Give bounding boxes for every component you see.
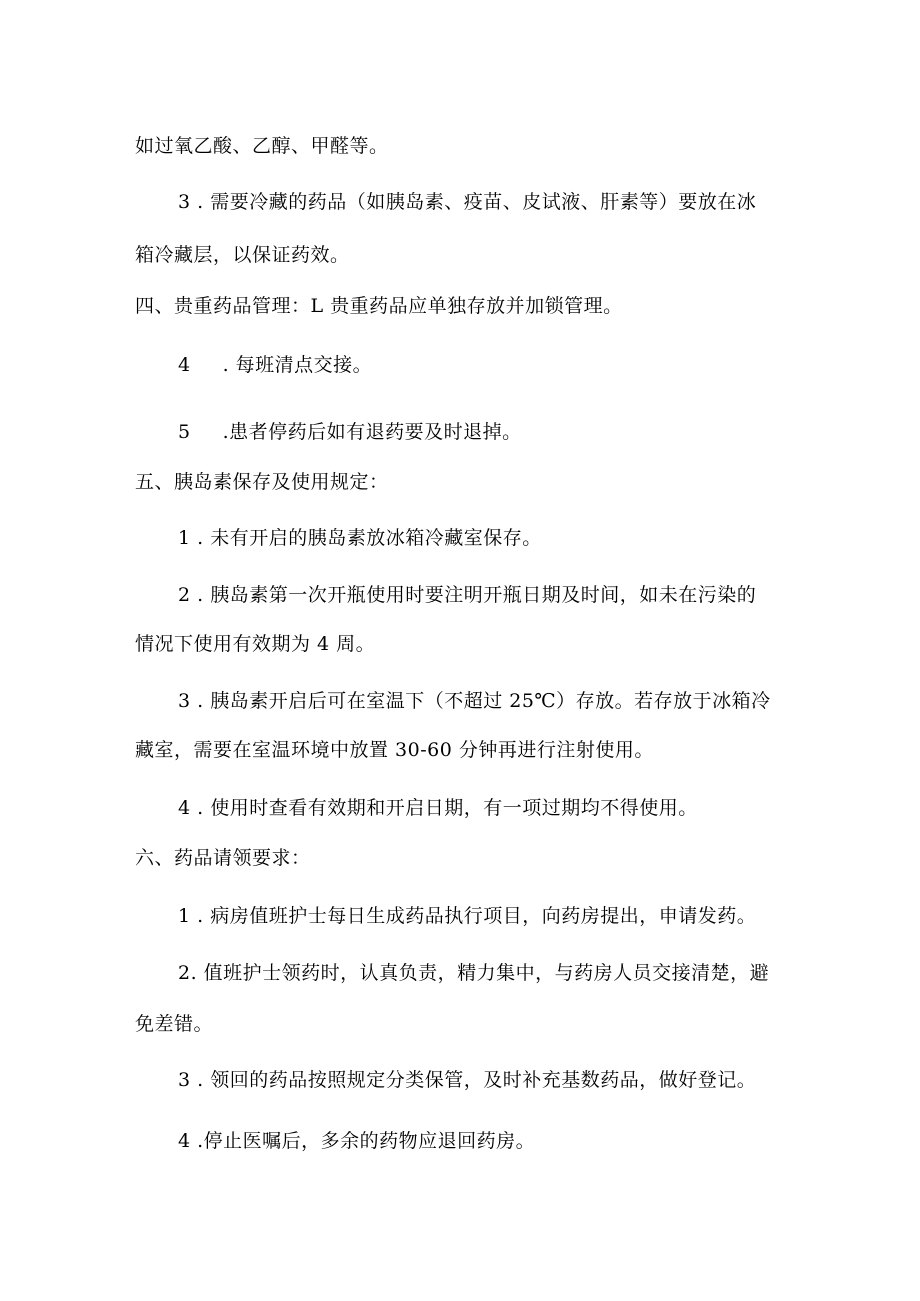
text-line: 3 . 需要冷藏的药品（如胰岛素、疫苗、皮试液、肝素等）要放在冰 [178,191,757,213]
section-heading: 四、贵重药品管理：L 贵重药品应单独存放并加锁管理。 [135,295,623,317]
text-line: 3 . 领回的药品按照规定分类保管，及时补充基数药品，做好登记。 [178,1069,757,1091]
text-line: 1 . 病房值班护士每日生成药品执行项目，向药房提出，申请发药。 [178,905,757,927]
text-line: 2. 值班护士领药时，认真负责，精力集中，与药房人员交接清楚，避 [178,962,770,984]
text-line: 箱冷藏层，以保证药效。 [135,244,350,266]
item-text: . 每班清点交接。 [222,354,373,376]
text-line: 如过氧乙酸、乙醇、甲醛等。 [135,135,389,157]
text-line: 1 . 未有开启的胰岛素放冰箱冷藏室保存。 [178,527,542,549]
text-line [178,420,522,444]
text-line: 藏室，需要在室温环境中放置 30-60 分钟再进行注射使用。 [135,739,654,761]
text-line [178,353,372,377]
text-line: 3 . 胰岛素开启后可在室温下（不超过 25℃）存放。若存放于冰箱冷 [178,690,771,712]
text-line: 2 . 胰岛素第一次开瓶使用时要注明开瓶日期及时间，如未在污染的 [178,584,757,606]
item-number: 4 [178,354,191,376]
text-line: 4 . 使用时查看有效期和开启日期，有一项过期均不得使用。 [178,797,698,819]
text-line: 免差错。 [135,1013,214,1035]
text-line: 4 .停止医嘱后，多余的药物应退回药房。 [178,1130,536,1152]
section-heading: 五、胰岛素保存及使用规定： [135,471,389,493]
item-text: .患者停药后如有退药要及时退掉。 [222,421,522,443]
section-heading: 六、药品请领要求： [135,847,311,869]
item-number: 5 [178,421,191,443]
text-line: 情况下使用有效期为 4 周。 [135,633,376,655]
